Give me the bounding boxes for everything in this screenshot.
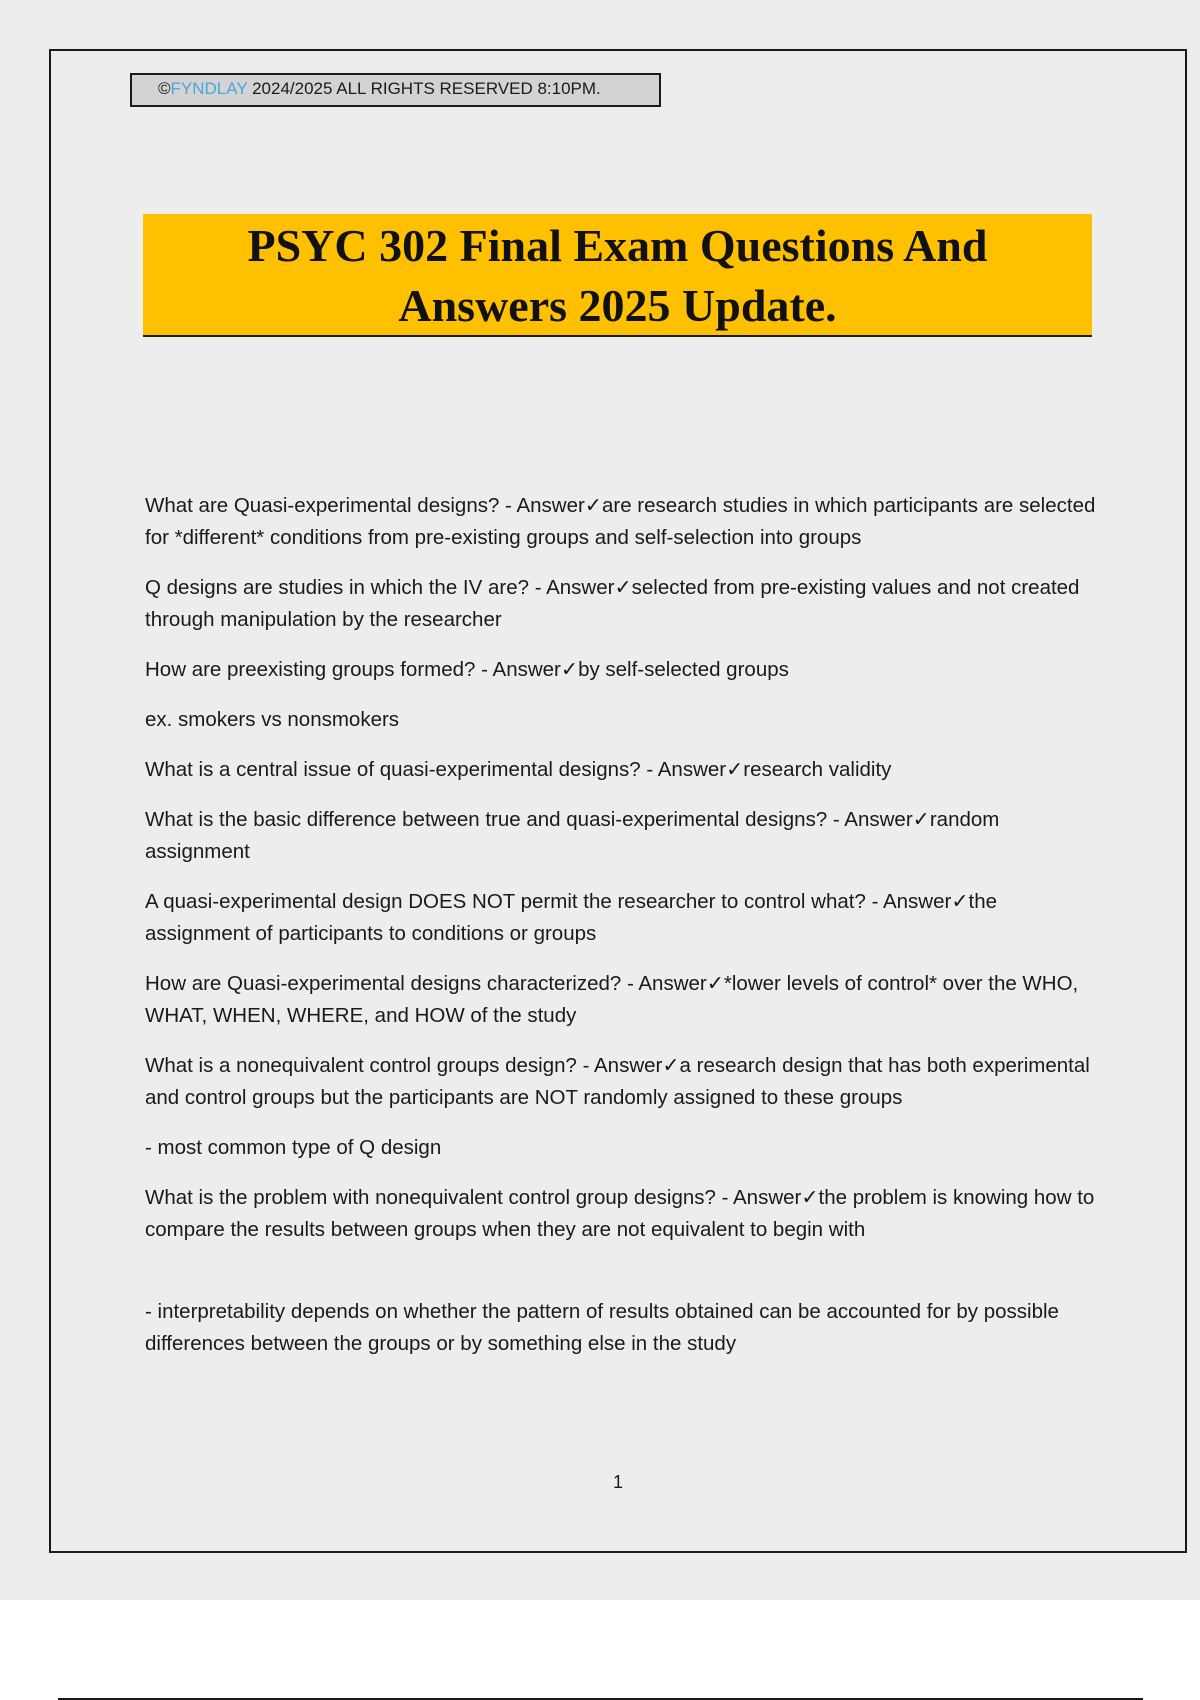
qa-paragraph: How are Quasi-experimental designs characterized? - Answer✓*lower levels of control* over the WHO, WHAT, WHEN, WHERE, and HOW of the study <box>145 972 1079 1027</box>
copyright-symbol: © <box>158 79 171 98</box>
title-line-2: Answers 2025 Update. <box>398 280 837 331</box>
qa-paragraph: - most common type of Q design <box>145 1136 442 1159</box>
qa-paragraph: A quasi-experimental design DOES NOT permit the researcher to control what? - Answer✓the assignment of participants to conditions or groups <box>145 890 997 945</box>
qa-paragraph: How are preexisting groups formed? - Answer✓by self-selected groups <box>145 658 789 681</box>
qa-paragraph: What is a central issue of quasi-experimental designs? - Answer✓research validity <box>145 758 892 781</box>
qa-paragraph: - interpretability depends on whether the pattern of results obtained can be accounted for by possible differences between the groups or by something else in the study <box>145 1300 1059 1355</box>
question-answer-list <box>145 490 1100 1378</box>
qa-paragraph: What are Quasi-experimental designs? - Answer✓are research studies in which participants are selected for *different* conditions from pre-existing groups and self-selection into groups <box>145 494 1096 549</box>
title-line-1: PSYC 302 Final Exam Questions And <box>247 220 988 271</box>
document-title <box>143 214 1092 337</box>
copyright-notice <box>130 73 661 107</box>
copyright-brand: FYNDLAY <box>170 79 248 98</box>
qa-paragraph: Q designs are studies in which the IV are? - Answer✓selected from pre-existing values and not created through manipulation by the researcher <box>145 576 1080 631</box>
qa-paragraph: What is a nonequivalent control groups design? - Answer✓a research design that has both experimental and control groups but the participants are NOT randomly assigned to these groups <box>145 1054 1090 1109</box>
qa-paragraph: What is the basic difference between true and quasi-experimental designs? - Answer✓random assignment <box>145 808 1000 863</box>
copyright-text: 2024/2025 ALL RIGHTS RESERVED 8:10PM. <box>247 79 601 98</box>
qa-paragraph: ex. smokers vs nonsmokers <box>145 708 400 731</box>
page-number: 1 <box>612 1472 623 1492</box>
qa-paragraph: What is the problem with nonequivalent control group designs? - Answer✓the problem is knowing how to compare the results between groups when they are not equivalent to begin with <box>145 1186 1095 1241</box>
